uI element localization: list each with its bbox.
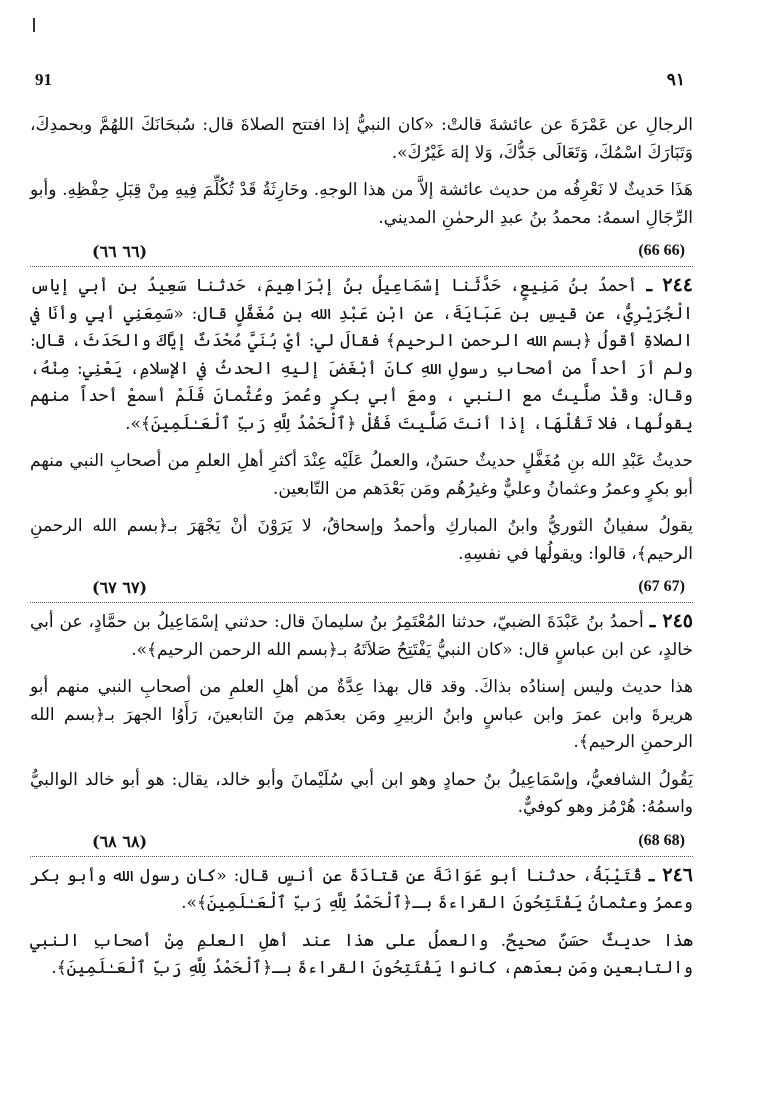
reference-rule xyxy=(30,602,693,603)
hadith-number: ٢٤٤ ـ xyxy=(646,274,693,296)
reference-arabic: (٦٧ ٦٧) xyxy=(92,578,148,597)
reference-latin: (68 68) xyxy=(638,831,685,849)
reference-marker-68 xyxy=(30,832,693,858)
page-number-arabic: ٩١ xyxy=(666,70,685,89)
hadith-244: ٢٤٤ ـ أحمدُ بنُ مَنِيعٍ، حَدَّثَنا إسْمَاعِيلُ بنُ إبْرَاهِيمَ، حَدثنا سَعِيدُ بن أبي إياس الْجُرَيْرِيُّ، عن قيسِ بن عَبَايَةَ، عن ابْنِ عَبْدِ الله بن مُغَفَّلٍ قال: «سَمِعَنِي أبِي وأنَا في الصلاةِ أقولُ ﴿بسم الله الرحمن الرحيم﴾ فقالَ لي: أيْ بُنَيَّ مُحْدَثٌ إيَّاكَ والحَدَثَ، قال: ولم أرَ أحداً من أصحابِ رسولِ اللهِ كانَ أبْغَضَ إليهِ الحدثُ في الإسلامِ، يَعْنِي: مِنْهُ، وقال: وقَدْ صلَّيتُ مع النبي ، ومعَ أبي بكرٍ وعُمرَ وعُثْمانَ فَلَمْ أسمعْ أحداً منهم يقولُها، فلا تَقُلْهَا، إذا أنتَ صَلَّيتَ فَقُلْ ﴿ٱلْحَمْدُ لِلَّهِ رَبِّ ٱلْعَـٰلَمِينَ﴾». xyxy=(30,274,693,434)
reference-arabic: (٦٨ ٦٨) xyxy=(92,831,148,851)
hadith-number: ٢٤٥ ـ xyxy=(649,610,693,632)
reference-latin: (67 67) xyxy=(638,578,685,595)
hadith-number: ٢٤٦ ـ xyxy=(648,863,693,886)
paragraph-commentary-244-b: يقولُ سفيانُ الثوريُّ وابنُ المباركِ وأحمدُ وإسحاقُ، لا يَرَوْنَ أنْ يَجْهَرَ بـ﴿بسم الله الرحمنِ الرحيم﴾، قالوا: ويقولُها في نفسِهِ. xyxy=(30,516,693,564)
hadith-245: ٢٤٥ ـ أحمدُ بنُ عَبْدَةَ الضبيّ، حدثنا المُعْتَمِرُ بنُ سليمانَ قال: حدثني إسْمَاعِيلُ بن حمَّادٍ، عن أبي خالدٍ، عن ابن عباسٍ قال: «كان النبيُّ يَفْتَتِحُ صَلاَتَهُ بـ﴿بسم الله الرحمن الرحيم﴾». xyxy=(30,610,693,660)
paragraph-commentary-246: هذا حديثٌ حسَنٌ صحيحٌ. والعملُ على هذا عند أهلِ العلمِ مِنْ أصحابِ النبي والتابعين ومَن بعدَهم، كانوا يَفْتَتِحُونَ القراءةَ بـ﴿ٱلْحَمْدُ لِلَّهِ رَبِّ ٱلْعَـٰلَمِينَ﴾. xyxy=(30,930,693,978)
paragraph-2: هَذَا حَديثٌ لا نَعْرِفُه من حديث عائشة إلاَّ من هذا الوجهِ. وحَارِثَةُ قَدْ تُكُلِّمَ فِيهِ مِنْ قِبَلِ حِفْظِهِ. وأبو الرِّجَالِ اسمهُ: محمدُ بنُ عبدِ الرحمٰنِ المديني. xyxy=(30,180,693,228)
paragraph-1: الرجالِ عن عَمْرَةَ عن عائشةَ قالتْ: «كان النبيُّ إذا افتتح الصلاةَ قال: سُبحَانَكَ اللهُمَّ وبحمدِكَ، وَتَبَارَكَ اسْمُكَ، وَتَعَالَى جَدُّكَ، وَلا إلهَ غَيْرُكَ». xyxy=(30,115,693,163)
reference-rule xyxy=(30,266,693,267)
reference-rule xyxy=(30,856,693,857)
page-number-latin: 91 xyxy=(35,70,52,89)
hadith-246: ٢٤٦ ـ قُتَيْبَةُ، حدثنا أبو عَوَانَةَ عن قتادَةَ عن أنسٍ قال: «كان رسول الله وأبو بكر وعمرُ وعثمانُ يَفْتَتِحُونَ القراءةَ بـ﴿ٱلْحَمْدُ لِلَّهِ رَبِّ ٱلْعَـٰلَمِينَ﴾». xyxy=(30,863,693,913)
paragraph-commentary-245-a: هذا حديث وليس إسنادُه بذاكَ. وقد قال بهذا عِدَّةٌ من أهلِ العلمِ من أصحابِ النبي منهم أبو هريرةَ وابن عمرَ وابن عباسٍ وابنُ الزبيرِ ومَن بعدَهم مِنَ التابعينَ، رَأَوُا الجهرَ بـ﴿بسم الله الرحمنِ الرحيم﴾. xyxy=(30,677,693,752)
paragraph-commentary-245-b: يَقُولُ الشافعيُّ، وإسْمَاعِيلُ بنُ حمادٍ وهو ابن أبي سُلَيْمانَ وأبو خالد، يقال: هو أبو خالد الوالبيُّ واسمُهُ: هُرْمُز وهو كوفيٌّ. xyxy=(30,769,693,817)
reference-arabic: (٦٦ ٦٦) xyxy=(92,242,148,261)
reference-latin: (66 66) xyxy=(638,242,685,259)
reference-marker-67 xyxy=(30,578,693,604)
paragraph-commentary-244-a: حديثُ عَبْدِ الله بنِ مُغَفَّلٍ حديثٌ حسَنٌ، والعملُ عَلَيْه عِنْدَ أكثرِ أهلِ العلمِ من أصحابِ النبي منهم أبو بكرٍ وعمرُ وعثمانُ وعليٌّ وغيرُهُم ومَن بَعْدَهم من التّابعين. xyxy=(30,451,693,499)
reference-marker-66 xyxy=(30,242,693,268)
margin-mark xyxy=(33,18,35,32)
page-body xyxy=(30,112,693,983)
